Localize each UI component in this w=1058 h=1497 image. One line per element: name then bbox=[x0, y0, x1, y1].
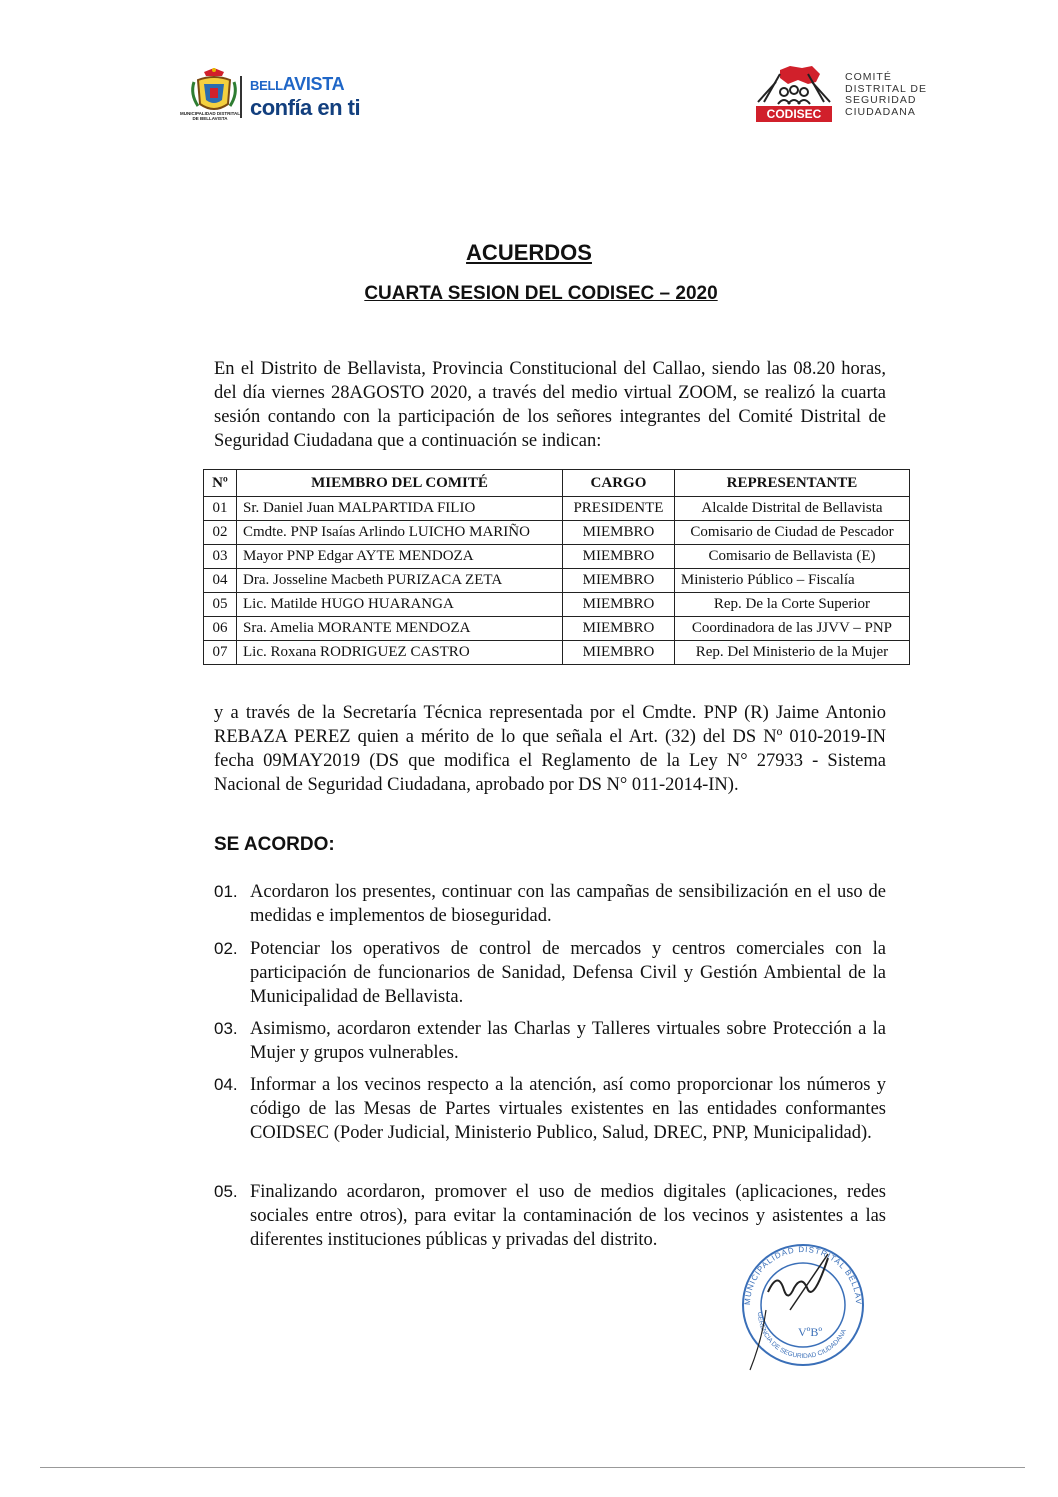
codisec-logo bbox=[750, 62, 838, 126]
col-header-member: MIEMBRO DEL COMITÉ bbox=[237, 470, 563, 497]
cell-representante: Comisario de Bellavista (E) bbox=[674, 545, 909, 569]
codisec-line: CIUDADANA bbox=[845, 105, 916, 118]
bellavista-brand-logo bbox=[250, 74, 360, 120]
col-header-number: Nº bbox=[204, 470, 237, 497]
cell-number: 02 bbox=[204, 521, 237, 545]
agreement-item bbox=[214, 937, 886, 1009]
table-row bbox=[204, 521, 910, 545]
members-table bbox=[203, 469, 910, 665]
table-row bbox=[204, 497, 910, 521]
codisec-line: COMITÉ bbox=[845, 71, 892, 83]
stamp-ring-text: MUNICIPALIDAD DISTRITAL BELLAV bbox=[742, 1244, 864, 1306]
codisec-badge-text: CODISEC bbox=[766, 107, 822, 121]
cell-cargo: MIEMBRO bbox=[562, 569, 674, 593]
agreement-number: 01. bbox=[214, 882, 238, 901]
cell-member: Cmdte. PNP Isaías Arlindo LUICHO MARIÑO bbox=[237, 521, 563, 545]
cell-representante: Comisario de Ciudad de Pescador bbox=[674, 521, 909, 545]
cell-cargo: MIEMBRO bbox=[562, 521, 674, 545]
agreement-number: 02. bbox=[214, 939, 238, 958]
codisec-line: DISTRITAL DE bbox=[845, 82, 928, 95]
cell-member: Lic. Matilde HUGO HUARANGA bbox=[237, 593, 563, 617]
agreement-item bbox=[214, 1017, 886, 1065]
agreement-item bbox=[214, 1073, 886, 1145]
stamp-bottom-text: GERENCIA DE SEGURIDAD CIUDADANA bbox=[755, 1311, 848, 1361]
cell-representante: Rep. Del Ministerio de la Mujer bbox=[674, 641, 909, 665]
table-row bbox=[204, 617, 910, 641]
agreement-item bbox=[214, 880, 886, 928]
table-row bbox=[204, 641, 910, 665]
agreement-number: 03. bbox=[214, 1019, 238, 1038]
document-subtitle: CUARTA SESION DEL CODISEC – 2020 bbox=[364, 283, 718, 304]
brand-prefix: BELL bbox=[250, 78, 283, 93]
cell-number: 04 bbox=[204, 569, 237, 593]
cell-representante: Ministerio Público – Fiscalía bbox=[674, 569, 909, 593]
cell-member: Lic. Roxana RODRIGUEZ CASTRO bbox=[237, 641, 563, 665]
cell-representante: Rep. De la Corte Superior bbox=[674, 593, 909, 617]
cell-number: 06 bbox=[204, 617, 237, 641]
agreement-number: 04. bbox=[214, 1075, 238, 1094]
cell-member: Dra. Josseline Macbeth PURIZACA ZETA bbox=[237, 569, 563, 593]
cell-number: 01 bbox=[204, 497, 237, 521]
official-stamp bbox=[728, 1230, 878, 1380]
table-header-row bbox=[204, 470, 910, 497]
cell-cargo: MIEMBRO bbox=[562, 641, 674, 665]
cell-cargo: PRESIDENTE bbox=[562, 497, 674, 521]
table-row bbox=[204, 593, 910, 617]
col-header-cargo: CARGO bbox=[562, 470, 674, 497]
brand-divider bbox=[240, 76, 242, 118]
agreement-text: Potenciar los operativos de control de mercados y centros comerciales con la participación de funcionarios de Sanidad, Defensa Civil y Gestión Ambiental de la Municipalidad de Bellavista. bbox=[250, 939, 886, 1007]
codisec-line: SEGURIDAD bbox=[845, 94, 917, 106]
cell-number: 07 bbox=[204, 641, 237, 665]
cell-cargo: MIEMBRO bbox=[562, 617, 674, 641]
stamp-vb: VºBº bbox=[798, 1325, 823, 1339]
page-bottom-rule bbox=[40, 1467, 1025, 1468]
cell-member: Mayor PNP Edgar AYTE MENDOZA bbox=[237, 545, 563, 569]
cell-member: Sr. Daniel Juan MALPARTIDA FILIO bbox=[237, 497, 563, 521]
municipality-caption: MUNICIPALIDAD DISTRITAL DE BELLAVISTA bbox=[179, 111, 241, 121]
table-row bbox=[204, 569, 910, 593]
agreement-text: Informar a los vecinos respecto a la atención, así como proporcionar los números y código de las Mesas de Partes virtuales existentes en las entidades conformantes COIDSEC (Poder Judicial, Ministerio Publico, Salud, DREC, PNP, Municipalidad). bbox=[250, 1075, 886, 1143]
intro-paragraph: En el Distrito de Bellavista, Provincia Constitucional del Callao, siendo las 08.20 horas, del día viernes 28AGOSTO 2020, a través del medio virtual ZOOM, se realizó la cuarta sesión contando con la participación de los señores integrantes del Comité Distrital de Seguridad Ciudadana que a continuación se indican: bbox=[214, 359, 886, 451]
cell-representante: Coordinadora de las JJVV – PNP bbox=[674, 617, 909, 641]
agreement-text: Acordaron los presentes, continuar con las campañas de sensibilización en el uso de medidas e implementos de bioseguridad. bbox=[250, 882, 886, 926]
brand-tagline: confía en ti bbox=[250, 95, 361, 120]
brand-name: AVISTA bbox=[282, 74, 345, 94]
cell-representante: Alcalde Distrital de Bellavista bbox=[674, 497, 909, 521]
document-title: ACUERDOS bbox=[466, 240, 592, 265]
cell-number: 03 bbox=[204, 545, 237, 569]
agreements-heading: SE ACORDO: bbox=[214, 834, 335, 855]
col-header-representante: REPRESENTANTE bbox=[674, 470, 909, 497]
cell-cargo: MIEMBRO bbox=[562, 593, 674, 617]
agreement-number: 05. bbox=[214, 1182, 238, 1201]
cell-cargo: MIEMBRO bbox=[562, 545, 674, 569]
secretaria-paragraph: y a través de la Secretaría Técnica representada por el Cmdte. PNP (R) Jaime Antonio REBAZA PEREZ quien a mérito de lo que señala el Art. (32) del DS Nº 010-2019-IN fecha 09MAY2019 (DS que modifica el Reglamento de la Ley N° 27933 - Sistema Nacional de Seguridad Ciudadana, aprobado por DS N° 011-2014-IN). bbox=[214, 703, 886, 795]
agreement-text: Finalizando acordaron, promover el uso de medios digitales (aplicaciones, redes sociales entre otros), para evitar la contaminación de los vecinos y asistentes a las diferentes instituciones públicas y privadas del distrito. bbox=[250, 1182, 886, 1250]
codisec-name bbox=[845, 72, 927, 118]
cell-member: Sra. Amelia MORANTE MENDOZA bbox=[237, 617, 563, 641]
cell-number: 05 bbox=[204, 593, 237, 617]
table-row bbox=[204, 545, 910, 569]
agreement-text: Asimismo, acordaron extender las Charlas y Talleres virtuales sobre Protección a la Mujer y grupos vulnerables. bbox=[250, 1019, 886, 1063]
